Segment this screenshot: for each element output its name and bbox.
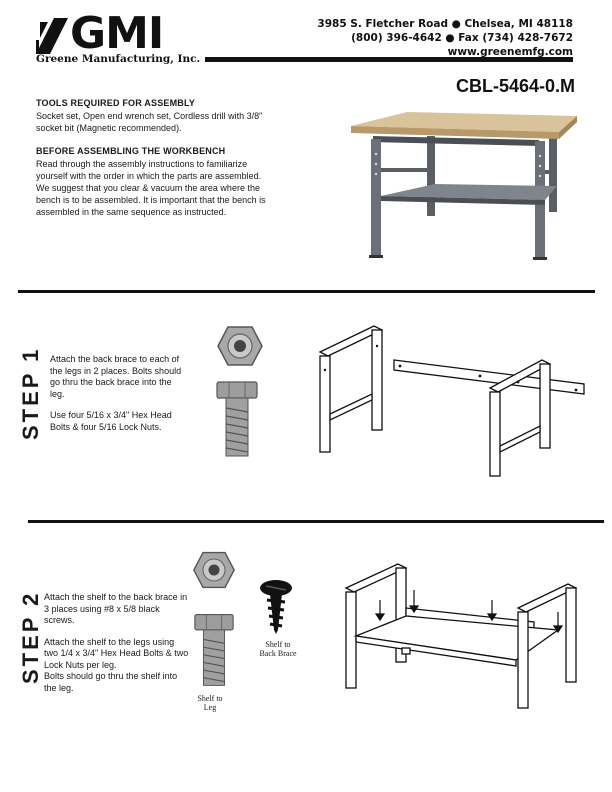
bolt-caption [188, 694, 232, 712]
address-line: 3985 S. Fletcher Road ● Chelsea, MI 48118 [317, 18, 573, 30]
lock-nut-icon [192, 550, 236, 590]
step2-label: STEP 2 [18, 590, 43, 684]
before-text: Read through the assembly instructions to familiarize yourself with the order in which the parts are assembled. We suggest that you clear & vacuum the area where the bench is to be assembled. It is important that the bench is assembled in the same sequence as instructed. [36, 159, 266, 217]
screw-caption [250, 640, 306, 658]
website-link[interactable]: www.greenemfg.com [447, 46, 573, 58]
phone-fax-line: (800) 396-4642 ● Fax (734) 428-7672 [351, 32, 573, 44]
step2-text-1: Attach the shelf to the back brace in 3 places using #8 x 5/8 black screws. [44, 592, 188, 625]
contact-block [317, 17, 573, 59]
step1-divider [18, 290, 595, 293]
company-logo: GMI [70, 8, 164, 59]
before-heading: BEFORE ASSEMBLING THE WORKBENCH [36, 146, 226, 156]
step2-instructions [44, 592, 189, 704]
bolt-caption-line1: Shelf to [197, 694, 223, 703]
screw-caption-line1: Shelf to [265, 640, 291, 649]
workbench-illustration [345, 108, 577, 263]
screw-caption-line2: Back Brace [259, 649, 297, 658]
tools-heading: TOOLS REQUIRED FOR ASSEMBLY [36, 98, 196, 108]
hex-bolt-icon [214, 380, 260, 458]
step1-diagram [318, 322, 588, 482]
step2-text-2: Attach the shelf to the legs using two 1/4 x 3/4" Hex Head Bolts & two Lock Nuts per leg. [44, 636, 189, 670]
logo-stripes-icon [36, 18, 68, 54]
step2-diagram [332, 560, 588, 710]
black-screw-icon [258, 578, 294, 636]
company-name: Greene Manufacturing, Inc. [36, 53, 201, 65]
tools-text: Socket set, Open end wrench set, Cordless drill with 3/8" socket bit (Magnetic recommended). [36, 111, 263, 133]
part-number: CBL-5464-0.M [455, 76, 575, 96]
step1-instructions [50, 354, 182, 443]
bolt-caption-line2: Leg [203, 703, 217, 712]
step1-text-2: Use four 5/16 x 3/4" Hex Head Bolts & four 5/16 Lock Nuts. [50, 410, 172, 432]
step2-text-3: Bolts should go thru the shelf into the leg. [44, 671, 178, 693]
step1-text-1: Attach the back brace to each of the legs in 2 places. Bolts should go thru the back brace into the leg. [50, 354, 182, 399]
step2-divider [28, 520, 604, 523]
lock-nut-icon [216, 325, 264, 367]
step1-label: STEP 1 [18, 346, 43, 440]
hex-bolt-icon [192, 612, 236, 688]
